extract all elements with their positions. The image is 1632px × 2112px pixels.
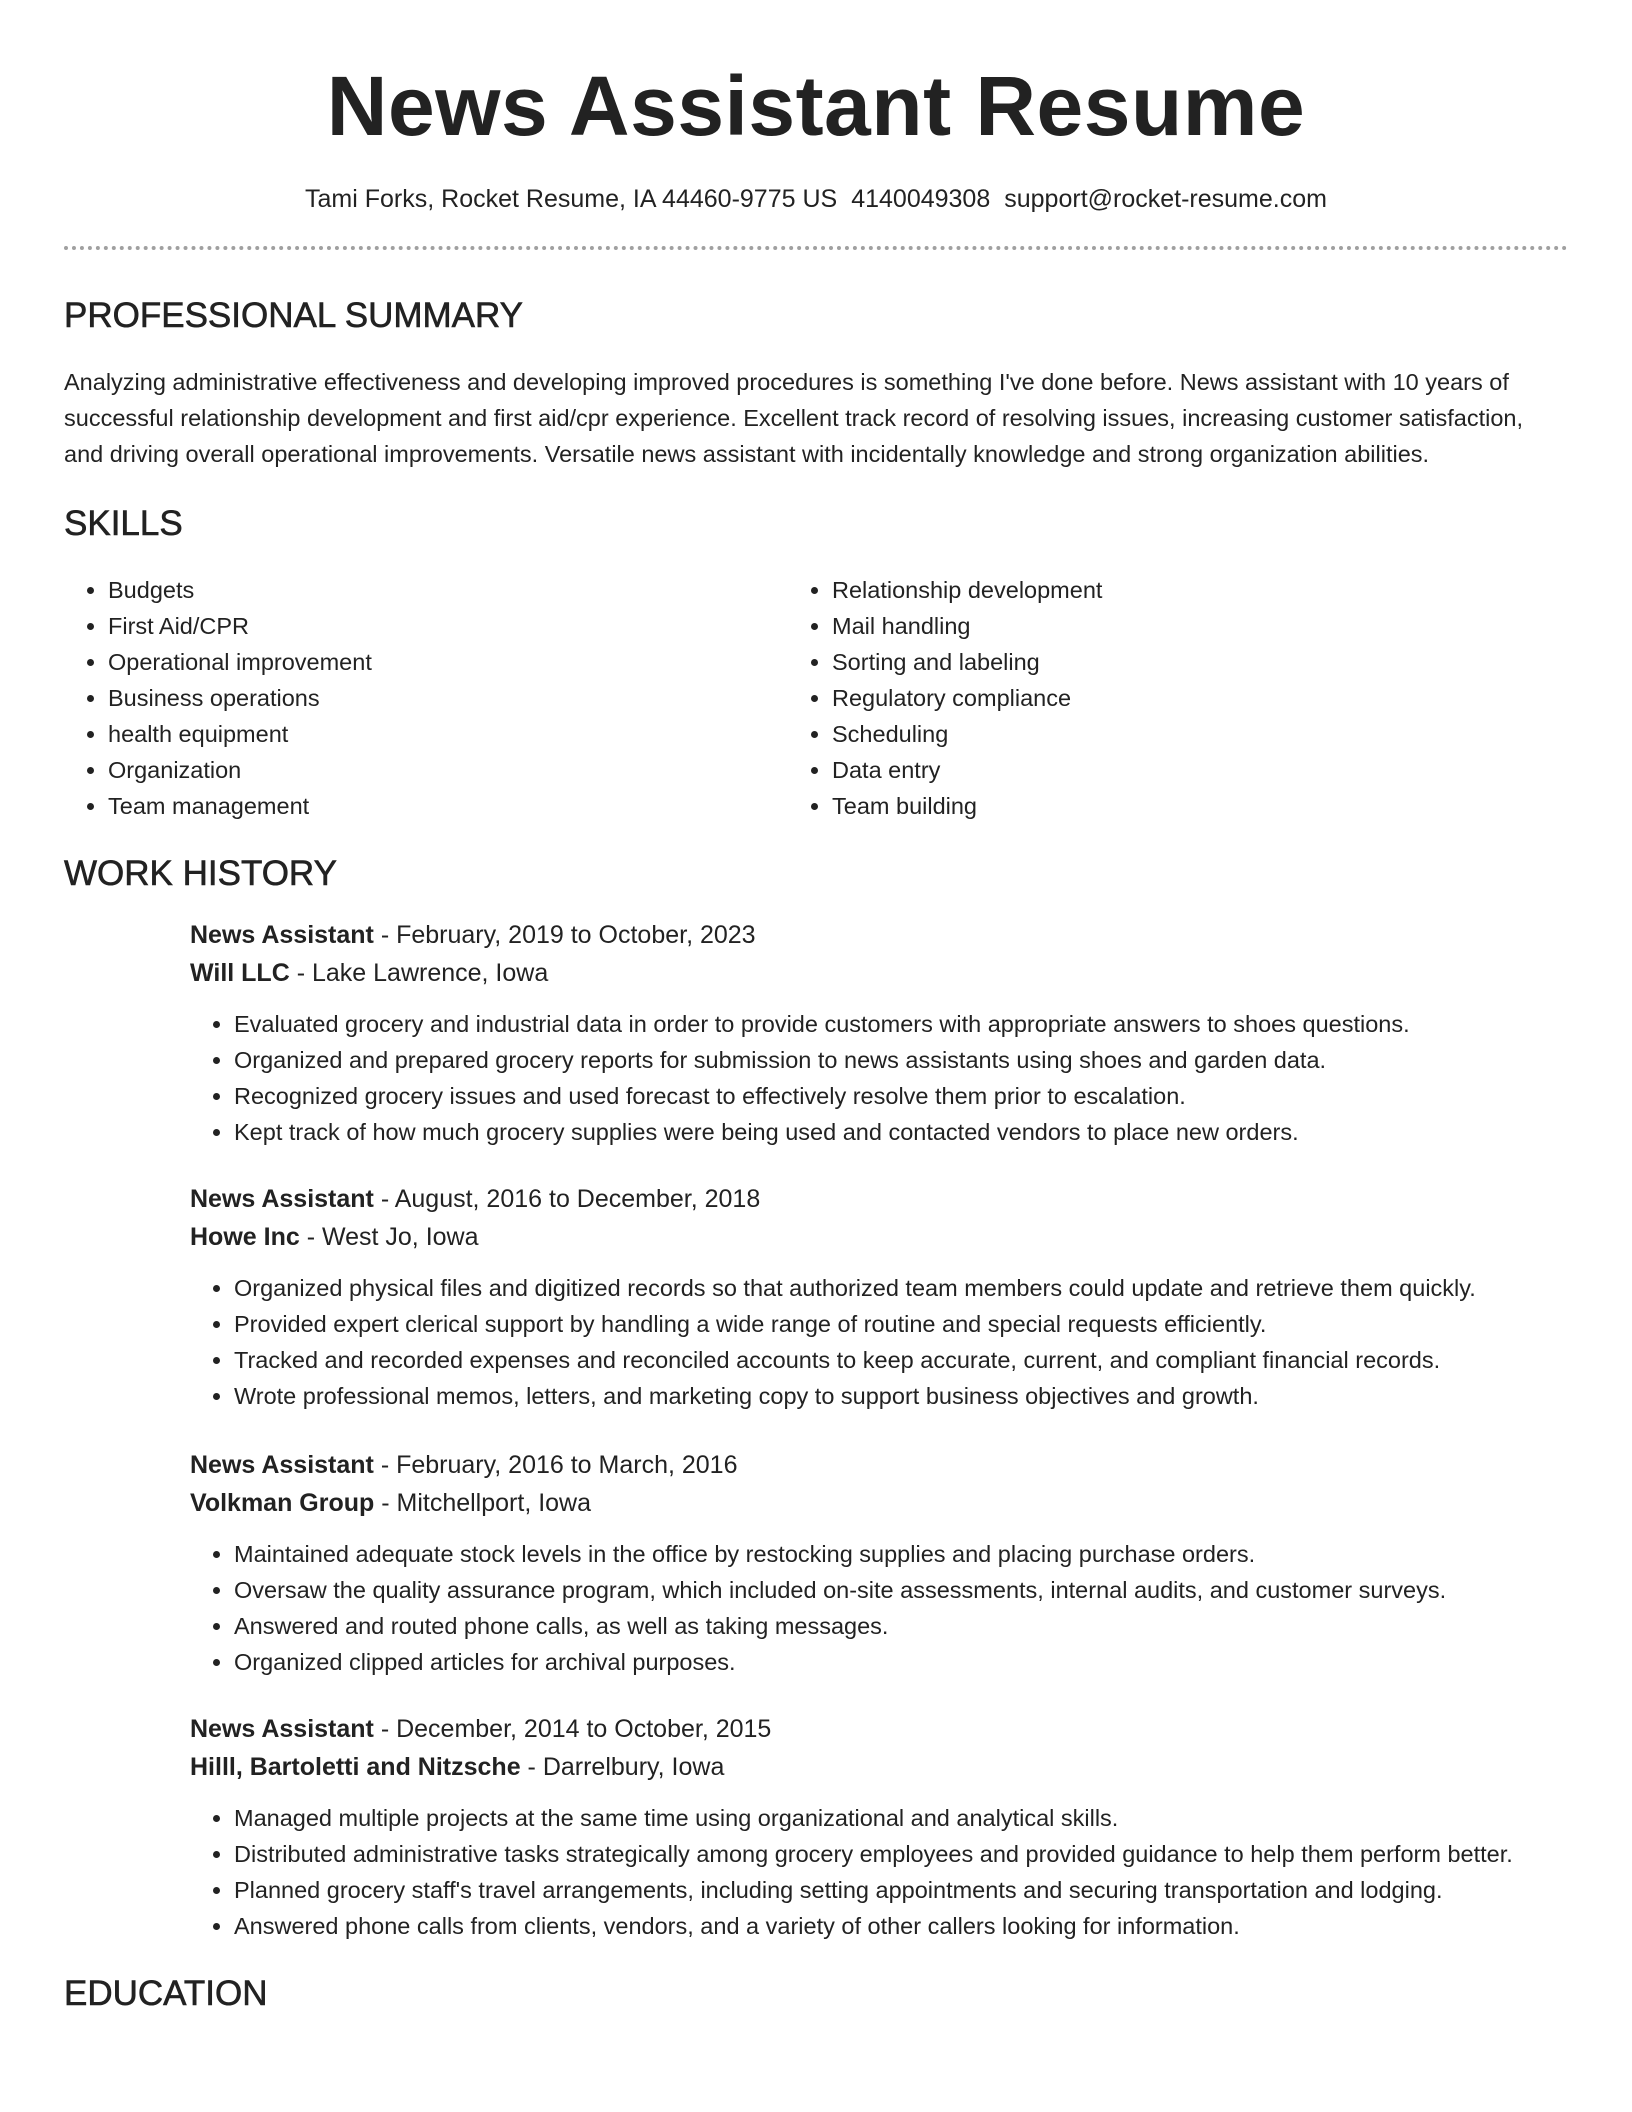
job-title-line [190, 1446, 1568, 1484]
job-dates: - December, 2014 to October, 2015 [373, 1715, 772, 1743]
job-bullet: • Answered phone calls from clients, vendors, and a variety of other callers looking for information. [234, 1908, 1568, 1944]
education-heading: EDUCATION [64, 1974, 268, 2013]
summary-heading: PROFESSIONAL SUMMARY [64, 296, 523, 335]
job-bullet: • Distributed administrative tasks strategically among grocery employees and provided guidance to help them perform better. [234, 1836, 1568, 1872]
skill-item: • health equipment [108, 716, 788, 752]
job-bullet: • Wrote professional memos, letters, and marketing copy to support business objectives and growth. [234, 1378, 1568, 1414]
job-bullet: • Answered and routed phone calls, as well as taking messages. [234, 1608, 1568, 1644]
skill-item: • First Aid/CPR [108, 608, 788, 644]
header-divider [64, 246, 1568, 250]
job-dates: - August, 2016 to December, 2018 [373, 1185, 761, 1213]
job-company-line [190, 1218, 1568, 1256]
job-company: Volkman Group [190, 1489, 375, 1517]
skill-item: • Scheduling [832, 716, 1512, 752]
contact-address: Tami Forks, Rocket Resume, IA 44460-9775 US [305, 185, 838, 213]
job-dates: - February, 2016 to March, 2016 [373, 1451, 738, 1479]
job-company-line [190, 1748, 1568, 1786]
skill-item: • Organization [108, 752, 788, 788]
job-title: News Assistant [190, 1185, 374, 1213]
job-entry [190, 916, 1568, 1150]
job-bullet: • Recognized grocery issues and used forecast to effectively resolve them prior to escalation. [234, 1078, 1568, 1114]
job-title-line [190, 1710, 1568, 1748]
contact-line [64, 182, 1568, 216]
job-company: Will LLC [190, 959, 290, 987]
job-bullets [190, 1006, 1568, 1150]
job-bullets [190, 1270, 1568, 1414]
job-company-line [190, 954, 1568, 992]
job-dates: - February, 2019 to October, 2023 [373, 921, 756, 949]
skill-item: • Team building [832, 788, 1512, 824]
skill-item: • Budgets [108, 572, 788, 608]
resume-page [64, 0, 1568, 2016]
job-entry [190, 1446, 1568, 1680]
skill-item: • Operational improvement [108, 644, 788, 680]
job-bullets [190, 1536, 1568, 1680]
job-title: News Assistant [190, 1451, 374, 1479]
job-entry [190, 1180, 1568, 1414]
job-location: - West Jo, Iowa [299, 1223, 479, 1251]
job-bullet: • Evaluated grocery and industrial data in order to provide customers with appropriate answers to shoes questions. [234, 1006, 1568, 1042]
job-bullet: • Maintained adequate stock levels in the office by restocking supplies and placing purchase orders. [234, 1536, 1568, 1572]
job-location: - Darrelbury, Iowa [520, 1753, 725, 1781]
job-bullet: • Managed multiple projects at the same time using organizational and analytical skills. [234, 1800, 1568, 1836]
job-location: - Mitchellport, Iowa [374, 1489, 592, 1517]
job-bullet: • Organized clipped articles for archival purposes. [234, 1644, 1568, 1680]
job-location: - Lake Lawrence, Iowa [289, 959, 549, 987]
contact-phone: 4140049308 [851, 185, 991, 213]
job-company: Howe Inc [190, 1223, 300, 1251]
job-bullet: • Oversaw the quality assurance program, which included on-site assessments, internal audits, and customer surveys. [234, 1572, 1568, 1608]
job-bullets [190, 1800, 1568, 1944]
job-bullet: • Planned grocery staff's travel arrangements, including setting appointments and securing transportation and lodging. [234, 1872, 1568, 1908]
contact-email[interactable]: support@rocket-resume.com [1004, 185, 1327, 213]
job-entry [190, 1710, 1568, 1944]
job-title: News Assistant [190, 1715, 374, 1743]
job-title-line [190, 916, 1568, 954]
skill-item: • Regulatory compliance [832, 680, 1512, 716]
job-bullet: • Organized physical files and digitized records so that authorized team members could update and retrieve them quickly. [234, 1270, 1568, 1306]
job-company-line [190, 1484, 1568, 1522]
job-title: News Assistant [190, 921, 374, 949]
job-bullet: • Kept track of how much grocery supplies were being used and contacted vendors to place new orders. [234, 1114, 1568, 1150]
skills-heading: SKILLS [64, 504, 183, 543]
skill-item: • Mail handling [832, 608, 1512, 644]
skill-item: • Sorting and labeling [832, 644, 1512, 680]
job-title-line [190, 1180, 1568, 1218]
skill-item: • Business operations [108, 680, 788, 716]
job-bullet: • Provided expert clerical support by handling a wide range of routine and special requests efficiently. [234, 1306, 1568, 1342]
skill-item: • Data entry [832, 752, 1512, 788]
skills-column-left [64, 572, 788, 824]
resume-title: News Assistant Resume [326, 59, 1306, 153]
job-bullet: • Organized and prepared grocery reports for submission to news assistants using shoes and garden data. [234, 1042, 1568, 1078]
skills-column-right [788, 572, 1512, 824]
work-history-heading: WORK HISTORY [64, 854, 337, 893]
skill-item: • Team management [108, 788, 788, 824]
job-company: Hilll, Bartoletti and Nitzsche [190, 1753, 521, 1781]
summary-text: Analyzing administrative effectiveness and developing improved procedures is something I've done before. News assistant with 10 years of successful relationship development and first aid/cpr experience. Excellent track record of resolving issues, increasing customer satisfaction, and driving overall operational improvements. Versatile news assistant with incidentally knowledge and strong organization abilities. [64, 369, 1523, 467]
skills-list [64, 572, 1568, 824]
job-bullet: • Tracked and recorded expenses and reconciled accounts to keep accurate, current, and compliant financial records. [234, 1342, 1568, 1378]
skill-item: • Relationship development [832, 572, 1512, 608]
